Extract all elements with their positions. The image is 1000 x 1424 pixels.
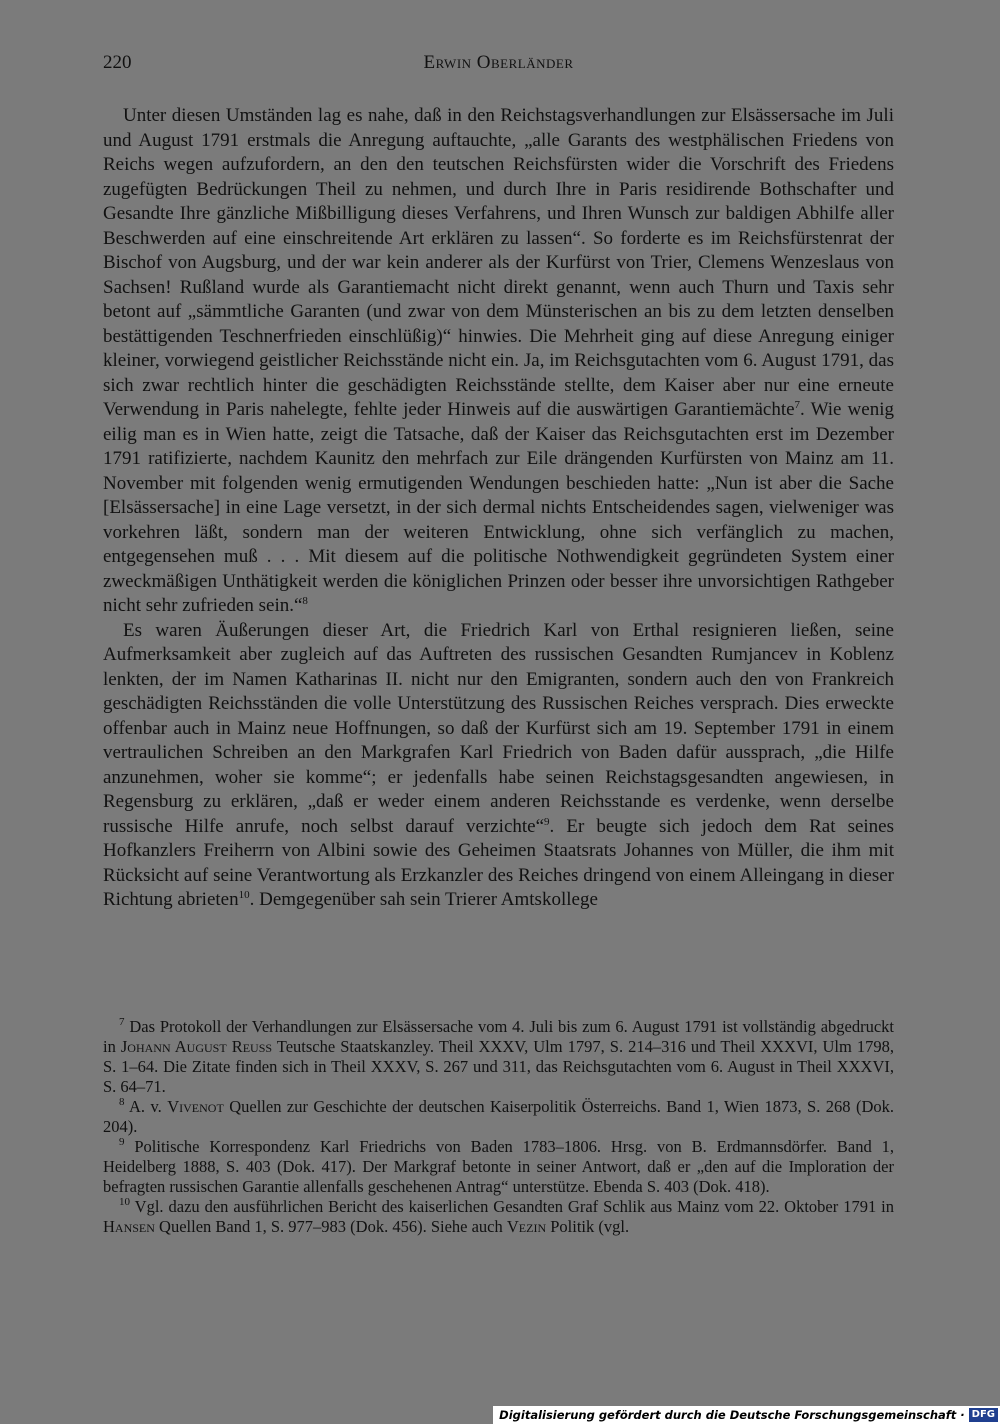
paragraph-1 xyxy=(103,104,894,619)
author-name: Johann August Reuss xyxy=(120,1037,273,1056)
author-name: Vivenot xyxy=(167,1097,224,1116)
text-run: . Demgegenüber sah sein Trierer Amtskollege xyxy=(249,889,598,910)
page-header xyxy=(103,50,894,80)
footnote-10 xyxy=(103,1197,894,1237)
footnote-ref-7: 7 xyxy=(794,399,801,411)
text-run: Politische Korrespondenz Karl Friedrichs von Baden 1783–1806. Hrsg. von B. Erdmannsdörfer. Band 1, Heidelberg 1888, S. 403 (Dok. 417). Der Markgraf betonte in seiner Antwort, daß er „den auf die Imploration der befragten russischen Garantie allenfalls geschehenen Antrag“ unterstütze. Ebenda S. 403 (Dok. 418). xyxy=(103,1137,894,1196)
footnote-ref-10: 10 xyxy=(238,889,250,901)
running-head: Erwin Oberländer xyxy=(423,52,574,73)
text-run: . Er beugte sich jedoch dem Rat seines Hofkanzlers Freiherrn von Albini sowie des Geheimen Staatsrats Johannes von Müller, die ihm mit Rücksicht auf seine Verantwortung als Erzkanzler des Reiches dringend von einem Alleingang in dieser Richtung abrieten xyxy=(103,815,895,910)
footnote-7 xyxy=(103,1017,894,1097)
text-run: Es waren Äußerungen dieser Art, die Friedrich Karl von Erthal resignieren ließen, seine Aufmerksamkeit aber zugleich auf das Auftreten des russischen Gesandten Rumjancev in Koblenz lenkten, der im Namen Katharinas II. nicht nur den Emigranten, sondern auch den von Frankreich geschädigten Reichsständen die volle Unterstützung des Russischen Reiches versprach. Dies erweckte offenbar auch in Mainz neue Hoffnungen, so daß der Kurfürst sich am 19. September 1791 in einem vertraulichen Schreiben an den Markgrafen Karl Friedrich von Baden dafür aussprach, „die Hilfe anzunehmen, woher sie komme“; er jedenfalls habe seinen Reichstagsgesandten angewiesen, in Regensburg zu erklären, „daß er weder einem anderen Reichsstande es verdenke, wenn derselbe russische Hilfe anrufe, noch selbst darauf verzichte“ xyxy=(103,619,894,837)
footnote-8 xyxy=(103,1097,894,1137)
footnote-ref-8: 8 xyxy=(302,595,308,607)
paragraph-2 xyxy=(103,619,894,913)
footnote-number: 10 xyxy=(119,1196,130,1208)
text-run: A. v. xyxy=(124,1097,168,1116)
text-run: Vgl. dazu den ausführlichen Bericht des kaiserlichen Gesandten Graf Schlik aus Mainz vom 22. Oktober 1791 in xyxy=(130,1197,894,1216)
author-name: Vezin xyxy=(506,1217,547,1236)
text-run: . Wie wenig eilig man es in Wien hatte, zeigt die Tatsache, daß der Kaiser das Reichsgutachten erst im Dezember 1791 ratifizierte, nachdem Kaunitz den mehrfach zur Eile drängenden Kurfürsten von Mainz am 11. November mit folgenden wenig ermutigenden Wendungen beschieden hatte: „Nun ist aber die Sache [Elsässersache] in eine Lage versetzt, in der sich dermal nichts Entscheidendes sagen, vielweniger was vorkehren läßt, sondern man der weiteren Entwicklung, ohne sich verfänglich zu machen, entgegensehen muß . . . Mit diesem auf die politische Nothwendigkeit gegründeten System einer zweckmäßigen Unthätigkeit werden die königlichen Prinzen oder besser ihre unvorsichtigen Rathgeber nicht sehr zufrieden sein.“ xyxy=(103,399,894,616)
digitization-credit xyxy=(493,1406,1000,1424)
footnote-9 xyxy=(103,1137,894,1197)
footnotes xyxy=(103,1017,894,1237)
text-run: Politik (vgl. xyxy=(546,1217,630,1236)
page-number: 220 xyxy=(103,52,132,73)
footnote-number: 9 xyxy=(119,1136,125,1148)
text-run: Das Protokoll der Verhandlungen zur Elsässersache vom 4. Juli bis zum 6. August 1791 ist vollständig abgedruckt in xyxy=(103,1017,894,1056)
footnote-ref-9: 9 xyxy=(544,815,550,828)
credit-text: Digitalisierung gefördert durch die Deutsche Forschungsgemeinschaft · xyxy=(499,1408,965,1422)
text-run: Quellen Band 1, S. 977–983 (Dok. 456). Siehe auch xyxy=(154,1217,507,1236)
text-run: Unter diesen Umständen lag es nahe, daß in den Reichstagsverhandlungen zur Elsässersache im Juli und August 1791 erstmals die Anregung auftauchte, „alle Garants des westphälischen Friedens von Reichs wegen aufzufordern, an den den teutschen Reichsfürsten wider die Vorschrift des Friedens zugefügten Bedrückungen Theil zu nehmen, und durch Ihre in Paris residirende Bothschafter und Gesandte Ihre gänzliche Mißbilligung dieses Verfahrens, und Ihren Wunsch zur baldigen Abhilfe aller Beschwerden auf eine einschreitende Art erklären zu lassen“. So forderte es im Reichsfürstenrat der Bischof von Augsburg, und der war kein anderer als der Kurfürst von Trier, Clemens Wenzeslaus von Sachsen! Rußland wurde als Garantiemacht nicht direkt genannt, wenn auch Thurn und Taxis sehr betont auf „sämmtliche Garanten (und zwar von dem Münsterischen an bis zu dem letzten denselben bestättigenden Teschnerfrieden einschlüßig)“ hinwies. Die Mehrheit ging auf diese Anregung einiger kleiner, vorwiegend geistlicher Reichsstände nicht ein. Ja, im Reichsgutachten vom 6. August 1791, das sich zwar rechtlich hinter die geschädigten Reichsstände stellte, dem Kaiser aber nur eine erneute Verwendung in Paris nahelegte, fehlte jeder Hinweis auf die auswärtigen Garantiemächte xyxy=(103,105,894,420)
text-run: Teutsche Staatskanzley. Theil XXXV, Ulm 1797, S. 214–316 und Theil XXXVI, Ulm 1798, S. 1–64. Die Zitate finden sich in Theil XXXV, S. 267 und 311, das Reichsgutachten vom 6. August in Theil XXXVI, S. 64–71. xyxy=(103,1037,894,1096)
main-text xyxy=(103,104,894,913)
dfg-logo: DFG xyxy=(969,1408,998,1422)
footnote-number: 8 xyxy=(119,1096,125,1108)
text-run: Quellen zur Geschichte der deutschen Kaiserpolitik Österreichs. Band 1, Wien 1873, S. 268 (Dok. 204). xyxy=(103,1097,894,1136)
author-name: Hansen xyxy=(103,1217,155,1236)
footnote-number: 7 xyxy=(119,1016,125,1028)
